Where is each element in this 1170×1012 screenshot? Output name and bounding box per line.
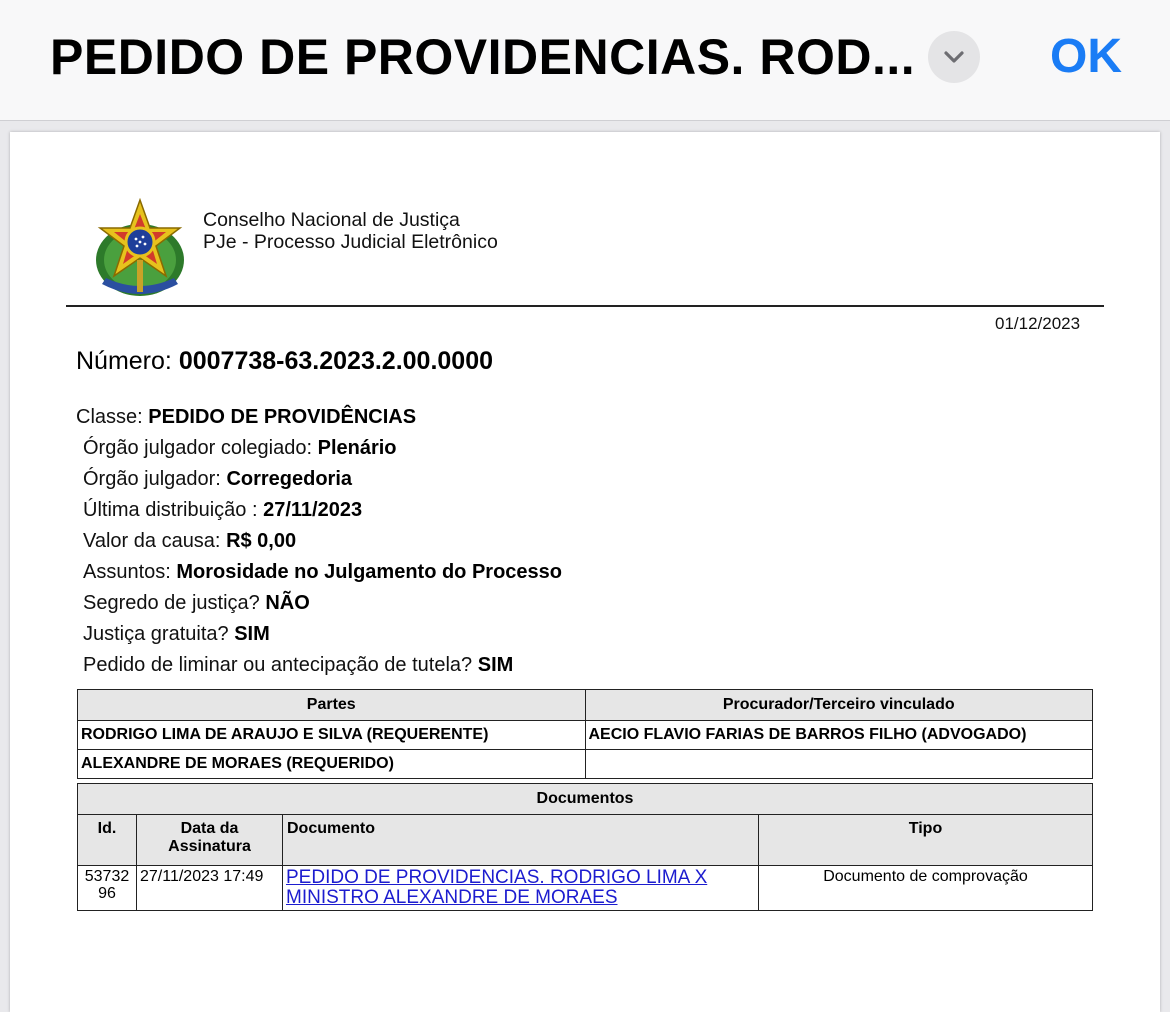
parte-cell: RODRIGO LIMA DE ARAUJO E SILVA (REQUERENTE) bbox=[78, 721, 586, 750]
process-fields bbox=[76, 402, 562, 681]
doc-link-cell bbox=[283, 866, 759, 911]
field-pedido-liminar: Pedido de liminar ou antecipação de tutela? SIM bbox=[83, 654, 514, 676]
document-date: 01/12/2023 bbox=[995, 314, 1081, 333]
org-line-1: Conselho Nacional de Justiça bbox=[203, 209, 460, 231]
data-header: Data da Assinatura bbox=[137, 815, 283, 866]
numero-value: 0007738-63.2023.2.00.0000 bbox=[178, 347, 494, 375]
partes-table bbox=[77, 689, 1093, 779]
doc-date-cell: 27/11/2023 17:49 bbox=[137, 866, 283, 911]
id-header: Id. bbox=[78, 815, 137, 866]
procurador-cell: AECIO FLAVIO FARIAS DE BARROS FILHO (ADVOGADO) bbox=[585, 721, 1093, 750]
documentos-table bbox=[77, 783, 1093, 911]
nav-bar bbox=[0, 0, 1170, 121]
table-row bbox=[78, 750, 1093, 779]
header-divider bbox=[66, 305, 1104, 307]
tipo-header: Tipo bbox=[759, 815, 1093, 866]
documentos-title: Documentos bbox=[78, 784, 1093, 815]
table-row bbox=[78, 866, 1093, 911]
procurador-cell bbox=[585, 750, 1093, 779]
org-line-2: PJe - Processo Judicial Eletrônico bbox=[203, 231, 498, 253]
procurador-header: Procurador/Terceiro vinculado bbox=[585, 690, 1093, 721]
table-row bbox=[78, 721, 1093, 750]
field-justica-gratuita: Justiça gratuita? SIM bbox=[83, 623, 270, 645]
field-orgao-colegiado: Órgão julgador colegiado: Plenário bbox=[83, 437, 397, 459]
doc-id-cell: 5373296 bbox=[78, 866, 137, 911]
ok-button[interactable]: OK bbox=[1050, 30, 1122, 83]
process-number bbox=[76, 347, 493, 376]
numero-label: Número: bbox=[76, 347, 172, 375]
coat-of-arms-icon bbox=[90, 198, 190, 302]
field-assuntos: Assuntos: Morosidade no Julgamento do Processo bbox=[83, 561, 563, 583]
documento-header: Documento bbox=[283, 815, 759, 866]
organization-name bbox=[203, 209, 498, 253]
parte-cell: ALEXANDRE DE MORAES (REQUERIDO) bbox=[78, 750, 586, 779]
field-valor-causa: Valor da causa: R$ 0,00 bbox=[83, 530, 297, 552]
document-page bbox=[10, 132, 1160, 1012]
field-segredo-justica: Segredo de justiça? NÃO bbox=[83, 592, 310, 614]
partes-header: Partes bbox=[78, 690, 586, 721]
doc-type-cell: Documento de comprovação bbox=[759, 866, 1093, 911]
chevron-down-icon bbox=[942, 46, 966, 68]
field-ultima-distribuicao: Última distribuição : 27/11/2023 bbox=[83, 499, 363, 521]
document-link[interactable]: PEDIDO DE PROVIDENCIAS. RODRIGO LIMA X MINISTRO ALEXANDRE DE MORAES bbox=[286, 867, 708, 908]
document-title: PEDIDO DE PROVIDENCIAS. ROD... bbox=[50, 29, 916, 85]
expand-button[interactable] bbox=[928, 31, 980, 83]
field-orgao-julgador: Órgão julgador: Corregedoria bbox=[83, 468, 353, 490]
field-classe: Classe: PEDIDO DE PROVIDÊNCIAS bbox=[76, 406, 417, 428]
